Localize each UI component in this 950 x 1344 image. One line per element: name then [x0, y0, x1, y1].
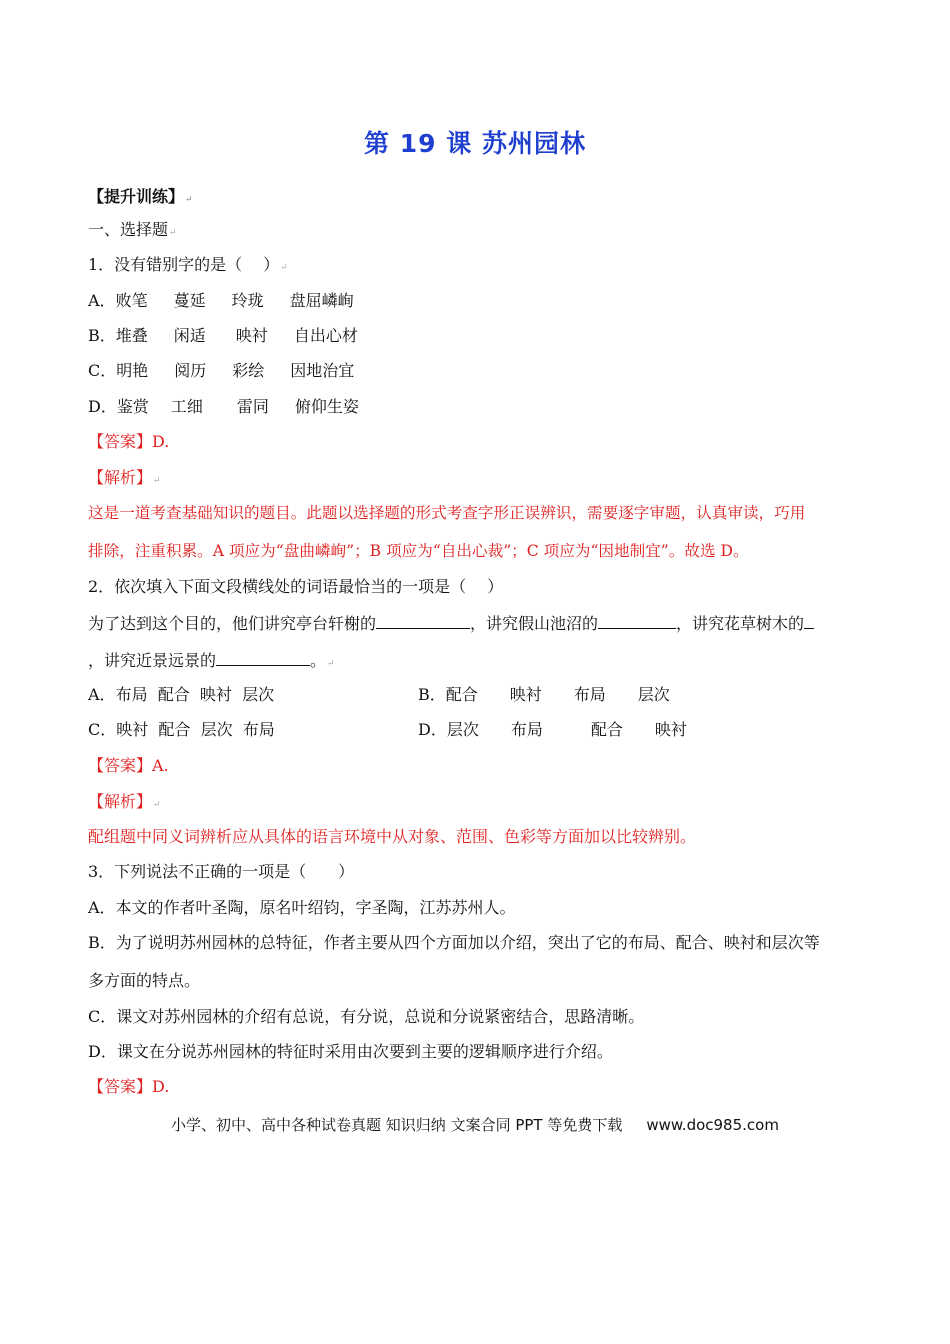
- q1-option-d: D．鉴赏 工细 雷同 俯仰生姿: [88, 397, 359, 416]
- q1-option-c: C．明艳 阅历 彩绘 因地治宜: [88, 361, 355, 380]
- part-heading: 一、选择题↵: [88, 220, 177, 239]
- q3-option-c: C．课文对苏州园林的介绍有总说，有分说，总说和分说紧密结合，思路清晰。: [88, 1007, 645, 1026]
- q1-stem: 1．没有错别字的是（ ）↵: [88, 255, 288, 274]
- q1-answer: 【答案】D.: [88, 432, 170, 451]
- q2-answer: 【答案】A.: [88, 756, 169, 775]
- q1-option-b: B．堆叠 闲适 映衬 自出心材: [88, 326, 358, 345]
- q3-option-a: A．本文的作者叶圣陶，原名叶绍钧，字圣陶，江苏苏州人。: [88, 898, 516, 917]
- lesson-title: 第 19 课 苏州园林: [364, 129, 586, 158]
- q2-option-b: B．配合 映衬 布局 层次: [418, 685, 670, 704]
- page-footer: [0, 1114, 950, 1135]
- q3-option-b-line2: 多方面的特点。: [88, 971, 201, 990]
- q1-option-a: A．败笔 蔓延 玲珑 盘屈嶙峋: [88, 291, 354, 310]
- footer-url[interactable]: www.doc985.com: [646, 1116, 779, 1134]
- q2-option-a: A．布局 配合 映衬 层次: [88, 685, 275, 704]
- q1-analysis-line2: 排除，注重积累。A 项应为“盘曲嶙峋”；B 项应为“自出心裁”；C 项应为“因地制宜”。故选 D。: [88, 542, 749, 560]
- q1-analysis-line1: 这是一道考查基础知识的题目。此题以选择题的形式考查字形正误辨识，需要逐字审题，认真审读，巧用: [88, 504, 806, 522]
- q2-option-d: D．层次 布局 配合 映衬: [418, 720, 687, 739]
- q2-option-c: C．映衬 配合 层次 布局: [88, 720, 275, 739]
- q3-option-b-line1: B．为了说明苏州园林的总特征，作者主要从四个方面加以介绍，突出了它的布局、配合、映衬和层次等: [88, 933, 820, 952]
- q2-analysis-label: 【解析】↵: [88, 792, 161, 811]
- q2-analysis: 配组题中同义词辨析应从具体的语言环境中从对象、范围、色彩等方面加以比较辨别。: [88, 827, 697, 846]
- footer-text: 小学、初中、高中各种试卷真题 知识归纳 文案合同 PPT 等免费下载: [171, 1116, 623, 1134]
- q2-passage-line1: 为了达到这个目的，他们讲究亭台轩榭的 ，讲究假山池沼的 ，讲究花草树木的: [88, 612, 814, 635]
- q3-stem: 3．下列说法不正确的一项是（ ）: [88, 862, 355, 881]
- section-label: 【提升训练】↵: [88, 187, 193, 206]
- q2-passage-line2: ，讲究近景远景的 。↵: [88, 651, 335, 670]
- q1-analysis-label: 【解析】↵: [88, 468, 161, 487]
- q3-option-d: D．课文在分说苏州园林的特征时采用由次要到主要的逻辑顺序进行介绍。: [88, 1042, 613, 1061]
- q2-stem: 2．依次填入下面文段横线处的词语最恰当的一项是（ ）: [88, 577, 504, 596]
- q3-answer: 【答案】D.: [88, 1077, 170, 1096]
